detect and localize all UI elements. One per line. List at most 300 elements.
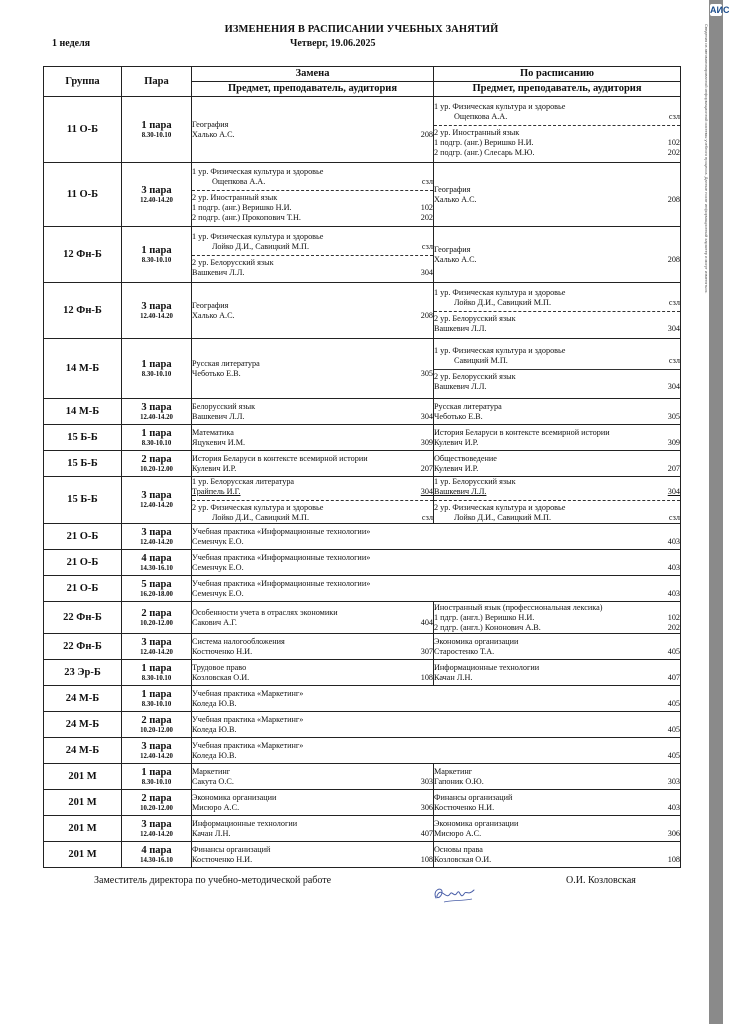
entry-line [192,689,680,699]
group-cell: 201 М [44,764,122,790]
entry-line [192,120,433,130]
entry-line [434,454,680,464]
entry-line [434,673,680,683]
table-row [44,790,681,816]
room-number: 304 [420,487,433,496]
period-time: 12.40-14.20 [140,830,173,838]
table-row [44,660,681,686]
entry-text: Халько А.С. [192,129,235,139]
entry-line [192,751,680,761]
room-number: 207 [420,463,433,473]
entry-text: Информационные технологии [192,818,298,828]
scheduled-cell [434,399,681,425]
entry-line [192,464,433,474]
entry-line [192,563,680,573]
entry-text: Лойко Д.И., Савицкий М.П. [212,513,310,522]
group-cell: 15 Б-Б [44,477,122,524]
room-number: сзл [668,513,680,522]
group-cell: 11 О-Б [44,163,122,227]
table-row [44,477,681,524]
entry-text: Костюченко Н.И. [434,802,495,812]
entry-text: История Беларуси в контексте всемирной истории [192,453,368,463]
room-number: сзл [421,513,433,522]
replacement-cell [192,163,434,227]
subheader-replacement: Предмет, преподаватель, аудитория [192,82,434,97]
entry-line [192,503,433,513]
period-cell [122,634,192,660]
group-cell: 21 О-Б [44,524,122,550]
period-cell [122,283,192,339]
column-header-group: Группа [44,67,122,97]
period-number: 5 пара [141,578,172,590]
group-cell: 12 Фн-Б [44,283,122,339]
scheduled-cell [434,227,681,283]
entry-line [434,438,680,448]
entry-text: Савицкий М.П. [454,355,508,365]
period-cell [122,451,192,477]
group-cell: 201 М [44,790,122,816]
entry-text: Лойко Д.И., Савицкий М.П. [454,513,552,522]
entry-line [192,301,433,311]
entry-line [192,618,433,628]
entry-text: 1 ур. Физическая культура и здоровье [434,101,566,111]
entry-text: Экономика организации [192,792,277,802]
entry-line [434,195,680,205]
lesson-separator [192,255,433,256]
scheduled-cell [434,163,681,227]
entry-line [434,464,680,474]
group-cell: 201 М [44,842,122,868]
entry-text: 1 пдгр. (англ.) Веришко Н.И. [434,612,535,622]
room-number: 403 [667,802,680,812]
room-number: 202 [420,212,433,222]
entry-line [434,663,680,673]
room-number: 202 [667,147,680,157]
entry-line [434,767,680,777]
replacement-cell [192,339,434,399]
system-logo: АИС [710,5,729,15]
group-cell: 22 Фн-Б [44,602,122,634]
period-number: 3 пара [141,740,172,752]
entry-line [192,608,433,618]
entry-text: 1 подгр. (анг.) Веришко Н.И. [434,137,534,147]
entry-line [192,268,433,278]
entry-text: Вашкевич Л.Л. [434,381,487,391]
room-number: 108 [420,854,433,864]
entry-text: Мисюро А.С. [192,802,240,812]
group-cell: 24 М-Б [44,712,122,738]
period-number: 3 пара [141,184,172,196]
period-cell [122,477,192,524]
period-time: 10.20-12.00 [140,619,173,627]
entry-text: Халько А.С. [434,194,477,204]
period-number: 3 пара [141,490,172,501]
period-time: 12.40-14.20 [140,502,173,509]
column-header-scheduled: По расписанию [434,67,681,82]
entry-text: Учебная практика «Маркетинг» [192,740,304,750]
entry-line [434,647,680,657]
entry-line [192,855,433,865]
entry-line [192,537,680,547]
room-number: 407 [667,672,680,682]
entry-text: Коледа Ю.В. [192,698,237,708]
entry-text: Ощепкова А.А. [454,111,508,121]
room-number: 405 [667,646,680,656]
entry-line [192,819,433,829]
period-number: 3 пара [141,636,172,648]
column-header-replacement: Замена [192,67,434,82]
period-cell [122,790,192,816]
room-number: 305 [420,368,433,378]
side-strip [709,0,729,1024]
period-number: 1 пара [141,427,172,439]
entry-text: География [434,244,471,254]
entry-text: Иностранный язык (профессиональная лексика) [434,602,603,612]
room-number: 309 [420,437,433,447]
entry-text: Система налогообложения [192,636,285,646]
entry-line [434,382,680,392]
entry-line [434,845,680,855]
period-cell [122,764,192,790]
scheduled-cell [434,764,681,790]
entry-line [434,803,680,813]
group-cell: 14 М-Б [44,399,122,425]
table-row [44,451,681,477]
period-number: 2 пара [141,714,172,726]
period-number: 1 пара [141,244,172,256]
period-cell [122,339,192,399]
entry-text: 1 ур. Физическая культура и здоровье [434,287,566,297]
entry-text: Русская литература [192,358,260,368]
period-number: 3 пара [141,401,172,413]
room-number: 303 [420,776,433,786]
table-row [44,399,681,425]
entry-text: 1 ур. Белорусский язык [434,477,516,486]
entry-text: 2 ур. Физическая культура и здоровье [434,503,566,512]
entry-text: 2 ур. Иностранный язык [434,127,520,137]
entry-line [192,438,433,448]
entry-line [192,402,433,412]
room-number: сзл [668,111,680,121]
room-number: 304 [667,487,680,496]
entry-line [192,311,433,321]
entry-text: Математика [192,427,234,437]
period-cell [122,686,192,712]
entry-text: Вашкевич Л.Л. [434,487,487,496]
entry-line [192,777,433,787]
entry-text: 2 подгр. (анг.) Прокопович Т.Н. [192,212,301,222]
entry-text: Коледа Ю.В. [192,750,237,760]
entry-line [192,193,433,203]
period-time: 16.20-18.00 [140,590,173,598]
entry-text: 1 ур. Белорусская литература [192,477,295,486]
room-number: 304 [420,411,433,421]
room-number: 102 [667,137,680,147]
lesson-separator [192,190,433,191]
table-row [44,764,681,790]
entry-text: Трудовое право [192,662,247,672]
entry-line [192,130,433,140]
entry-line [434,819,680,829]
entry-text: 1 подгр. (анг.) Веришко Н.И. [192,202,292,212]
lesson-separator [434,311,680,312]
replacement-cell [192,634,434,660]
entry-line [192,793,433,803]
entry-line [434,487,680,497]
scheduled-cell [434,425,681,451]
group-cell: 24 М-Б [44,738,122,764]
period-number: 3 пара [141,818,172,830]
entry-line [192,242,433,252]
entry-text: 2 ур. Белорусский язык [434,313,516,323]
entry-text: Кулевич И.Р. [192,463,237,473]
entry-line [192,428,433,438]
entry-line [192,359,433,369]
room-number: 404 [420,617,433,627]
period-cell [122,576,192,602]
side-note: Сведения из автоматизированной информационной системы учебного процесса. Данные носят информационный характер и могут изменяться. [704,24,709,294]
period-number: 3 пара [141,300,172,312]
period-cell [122,660,192,686]
merged-cell [192,550,681,576]
merged-cell [192,576,681,602]
entry-text: Лойко Д.И., Савицкий М.П. [212,241,310,251]
replacement-cell [192,842,434,868]
room-number: сзл [421,176,433,186]
room-number: 309 [667,437,680,447]
merged-cell [192,712,681,738]
entry-line [434,102,680,112]
group-cell: 12 Фн-Б [44,227,122,283]
table-row [44,283,681,339]
room-number: 407 [420,828,433,838]
entry-text: Особенности учета в отраслях экономики [192,607,338,617]
table-row [44,816,681,842]
period-time: 14.30-16.10 [140,856,173,864]
entry-line [192,803,433,813]
entry-text: Сакович А.Г. [192,617,237,627]
schedule-table [43,66,681,868]
entry-line [192,829,433,839]
entry-text: Маркетинг [192,766,231,776]
lesson-separator [434,500,680,501]
period-cell [122,602,192,634]
entry-line [434,372,680,382]
entry-text: Вашкевич Л.Л. [434,323,487,333]
entry-text: Вашкевич Л.Л. [192,411,245,421]
period-cell [122,524,192,550]
entry-line [434,855,680,865]
entry-text: 2 ур. Иностранный язык [192,192,278,202]
entry-text: История Беларуси в контексте всемирной истории [434,427,610,437]
period-time: 14.30-16.10 [140,564,173,572]
entry-text: Основы права [434,844,483,854]
table-row [44,602,681,634]
group-cell: 11 О-Б [44,97,122,163]
room-number: 304 [420,267,433,277]
entry-line [434,324,680,334]
entry-line [192,767,433,777]
entry-text: Семенчук Е.О. [192,588,244,598]
entry-line [434,623,680,633]
signatory-name: О.И. Козловская [566,875,636,886]
period-number: 2 пара [141,453,172,465]
entry-line [192,258,433,268]
scheduled-cell [434,283,681,339]
subheader-scheduled: Предмет, преподаватель, аудитория [434,82,681,97]
room-number: 208 [667,194,680,204]
period-cell [122,425,192,451]
room-number: 102 [667,612,680,622]
room-number: 307 [420,646,433,656]
entry-line [192,203,433,213]
date-label: Четверг, 19.06.2025 [290,38,376,49]
entry-line [434,314,680,324]
scheduled-cell [434,602,681,634]
period-number: 1 пара [141,119,172,131]
entry-line [192,369,433,379]
table-row [44,227,681,283]
entry-line [192,213,433,223]
signature [430,880,480,908]
room-number: 306 [420,802,433,812]
table-row [44,97,681,163]
entry-line [434,255,680,265]
entry-line [434,245,680,255]
entry-text: Халько А.С. [192,310,235,320]
period-cell [122,163,192,227]
entry-line [434,793,680,803]
entry-line [192,167,433,177]
entry-line [434,112,680,122]
table-row [44,738,681,764]
entry-line [434,185,680,195]
period-time: 12.40-14.20 [140,312,173,320]
entry-text: Обществоведение [434,453,497,463]
entry-text: Костюченко Н.И. [192,854,253,864]
period-time: 8.30-10.10 [141,700,172,708]
entry-line [192,589,680,599]
period-cell [122,227,192,283]
entry-text: Русская литература [434,401,502,411]
period-number: 1 пара [141,766,172,778]
room-number: 304 [667,381,680,391]
room-number: 306 [667,828,680,838]
entry-line [434,603,680,613]
period-cell [122,399,192,425]
scheduled-cell [434,790,681,816]
entry-line [192,232,433,242]
period-cell [122,816,192,842]
period-time: 12.40-14.20 [140,413,173,421]
group-cell: 21 О-Б [44,576,122,602]
table-row [44,550,681,576]
room-number: сзл [668,355,680,365]
period-number: 1 пара [141,358,172,370]
entry-line [192,725,680,735]
replacement-cell [192,816,434,842]
entry-text: География [192,300,229,310]
room-number: 405 [667,724,680,734]
entry-line [434,637,680,647]
table-row [44,686,681,712]
entry-text: Учебная практика «Информационные технологии» [192,552,371,562]
room-number: 207 [667,463,680,473]
entry-text: География [192,119,229,129]
scheduled-cell [434,477,681,524]
room-number: 208 [667,254,680,264]
period-time: 8.30-10.10 [141,370,172,378]
entry-text: Вашкевич Л.Л. [192,267,245,277]
entry-line [192,647,433,657]
period-cell [122,712,192,738]
entry-line [192,454,433,464]
room-number: 303 [667,776,680,786]
room-number: 403 [667,562,680,572]
entry-text: 2 подгр. (анг.) Слесарь М.Ю. [434,147,535,157]
period-number: 2 пара [141,792,172,804]
entry-line [434,777,680,787]
room-number: сзл [668,297,680,307]
entry-line [434,829,680,839]
period-number: 2 пара [141,607,172,619]
entry-line [192,513,433,523]
period-time: 12.40-14.20 [140,538,173,546]
entry-text: Яцукевич И.М. [192,437,246,447]
replacement-cell [192,790,434,816]
scheduled-cell [434,97,681,163]
group-cell: 23 Эр-Б [44,660,122,686]
period-time: 10.20-12.00 [140,465,173,473]
replacement-cell [192,660,434,686]
entry-line [192,699,680,709]
room-number: 305 [667,411,680,421]
period-cell [122,738,192,764]
entry-text: Семенчук Е.О. [192,562,244,572]
scheduled-cell [434,634,681,660]
entry-text: Экономика организации [434,818,519,828]
entry-text: Семенчук Е.О. [192,536,244,546]
group-cell: 14 М-Б [44,339,122,399]
table-row [44,425,681,451]
entry-line [434,428,680,438]
table-row [44,524,681,550]
entry-text: Белорусский язык [192,401,256,411]
entry-text: Коледа Ю.В. [192,724,237,734]
document-title: ИЗМЕНЕНИЯ В РАСПИСАНИИ УЧЕБНЫХ ЗАНЯТИЙ [224,24,499,35]
entry-line [192,579,680,589]
entry-line [192,477,433,487]
column-header-period: Пара [122,67,192,97]
replacement-cell [192,764,434,790]
group-cell: 15 Б-Б [44,451,122,477]
entry-line [192,412,433,422]
entry-text: 1 ур. Физическая культура и здоровье [434,345,566,355]
room-number: 304 [667,323,680,333]
entry-text: 2 ур. Белорусский язык [192,257,274,267]
entry-line [192,715,680,725]
room-number: 208 [420,310,433,320]
scheduled-cell [434,660,681,686]
period-time: 8.30-10.10 [141,439,172,447]
group-cell: 15 Б-Б [44,425,122,451]
week-label: 1 неделя [52,38,91,49]
replacement-cell [192,425,434,451]
group-cell: 24 М-Б [44,686,122,712]
entry-text: Учебная практика «Информационные технологии» [192,578,371,588]
entry-line [192,663,433,673]
entry-text: Старостенко Т.А. [434,646,495,656]
